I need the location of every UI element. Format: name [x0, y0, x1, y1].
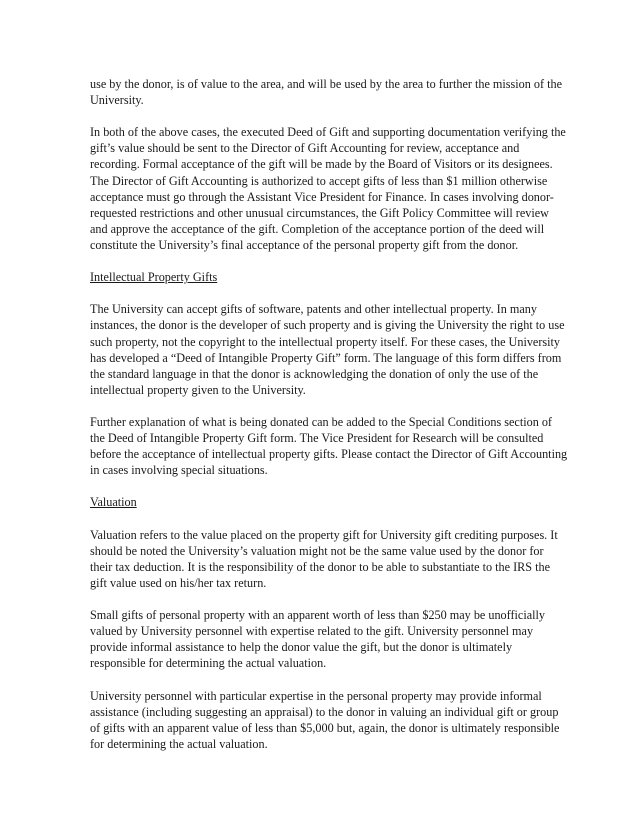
document-page	[90, 76, 568, 768]
section-heading-intellectual-property: Intellectual Property Gifts	[90, 270, 218, 285]
section-heading-valuation: Valuation	[90, 495, 137, 510]
paragraph-deed-of-gift-acceptance: In both of the above cases, the executed Deed of Gift and supporting documentation verifying the gift’s value should be sent to the Director of Gift Accounting for review, acceptance and recording. Formal acceptance of the gift will be made by the Board of Visitors or its designees. The Director of Gift Accounting is authorized to accept gifts of less than $1 million otherwise acceptance must go through the Assistant Vice President for Finance. In cases involving donor-requested restrictions and other unusual circumstances, the Gift Policy Committee will review and approve the acceptance of the gift. Completion of the acceptance portion of the deed will constitute the University’s final acceptance of the personal property gift from the donor.	[90, 125, 566, 252]
paragraph-small-gifts: Small gifts of personal property with an apparent worth of less than $250 may be unofficially valued by University personnel with expertise related to the gift. University personnel may provide informal assistance to help the donor value the gift, but the donor is ultimately responsible for determining the actual valuation.	[90, 608, 546, 671]
paragraph-intellectual-property: The University can accept gifts of software, patents and other intellectual property. In many instances, the donor is the developer of such property and is giving the University the right to use such property, not the copyright to the intellectual property itself. For these cases, the University has developed a “Deed of Intangible Property Gift” form. The language of this form differs from the standard language in that the donor is acknowledging the donation of only the use of the intellectual property given to the University.	[90, 302, 565, 397]
paragraph-continuation: use by the donor, is of value to the area, and will be used by the area to further the mission of the University.	[90, 77, 562, 108]
paragraph-special-conditions: Further explanation of what is being donated can be added to the Special Conditions section of the Deed of Intangible Property Gift form. The Vice President for Research will be consulted before the acceptance of intellectual property gifts. Please contact the Director of Gift Accounting in cases involving special situations.	[90, 414, 568, 478]
paragraph-personnel-expertise: University personnel with particular expertise in the personal property may provide informal assistance (including suggesting an appraisal) to the donor in valuing an individual gift or group of gifts with an apparent value of less than $5,000 but, again, the donor is ultimately responsible for determining the actual valuation.	[90, 688, 560, 751]
paragraph-valuation-definition: Valuation refers to the value placed on the property gift for University gift crediting purposes. It should be noted the University’s valuation might not be the same value used by the donor for their tax deduction. It is the responsibility of the donor to be able to substantiate to the IRS the gift value used on his/her tax return.	[90, 527, 558, 590]
